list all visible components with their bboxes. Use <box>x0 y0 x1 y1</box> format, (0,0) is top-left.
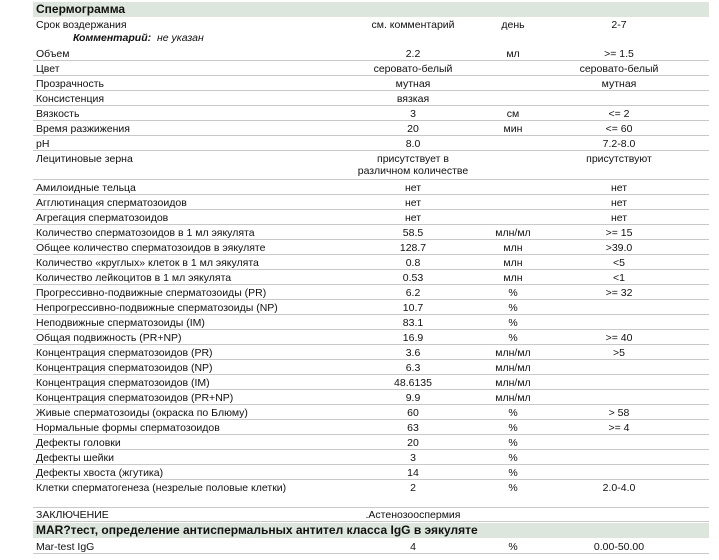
row-name: Объем <box>36 48 70 60</box>
row-value: 3 <box>410 452 416 464</box>
row-value: 83.1 <box>402 317 424 329</box>
row-value: присутствует в различном количестве <box>357 153 469 177</box>
row-unit: млн <box>503 272 523 284</box>
table-row <box>33 136 709 151</box>
row-name: Неподвижные сперматозоиды (IM) <box>36 317 205 329</box>
row-name: Время разжижения <box>36 123 130 135</box>
table-row <box>33 345 709 360</box>
row-unit: млн <box>503 257 523 269</box>
row-name: Вязкость <box>36 108 80 120</box>
row-name: Агрегация сперматозоидов <box>36 212 169 224</box>
row-value: 6.2 <box>405 287 421 299</box>
row-name: Клетки сперматогенеза (незрелые половые клетки) <box>36 482 287 494</box>
row-value: 16.9 <box>402 332 424 344</box>
table-row <box>33 420 709 435</box>
comment-text: не указан <box>157 32 204 44</box>
row-unit: % <box>508 422 518 434</box>
row-unit: мин <box>503 123 523 135</box>
row-value: 0.8 <box>405 257 421 269</box>
row-unit: млн/мл <box>495 392 531 404</box>
table-row <box>33 106 709 121</box>
row-ref: 0.00-50.00 <box>593 541 645 553</box>
row-value: 6.3 <box>405 362 421 374</box>
row-ref: >= 32 <box>605 287 633 299</box>
table-row <box>33 300 709 315</box>
table-row <box>33 121 709 136</box>
row-value: 4 <box>410 541 416 553</box>
row-value: 58.5 <box>402 227 424 239</box>
table-row <box>33 76 709 91</box>
row-name: Срок воздержания <box>36 19 127 31</box>
row-name: Дефекты хвоста (жгутика) <box>36 467 164 479</box>
row-value: 63 <box>407 422 419 434</box>
table-row <box>33 450 709 465</box>
row-name: Концентрация сперматозоидов (IM) <box>36 377 210 389</box>
table-row <box>33 435 709 450</box>
row-value: нет <box>404 197 422 209</box>
row-ref: >= 40 <box>605 332 633 344</box>
row-unit: % <box>508 467 518 479</box>
table-row <box>33 315 709 330</box>
row-value: см. комментарий <box>371 19 455 31</box>
row-unit: % <box>508 302 518 314</box>
section-header-mar-test: MAR?тест, определение антиспермальных антител класса IgG в эякуляте <box>33 523 709 538</box>
table-row <box>33 390 709 405</box>
row-unit: мл <box>506 48 520 60</box>
row-name: Агглютинация сперматозоидов <box>36 197 187 209</box>
table-row <box>33 210 709 225</box>
row-name: pH <box>36 138 50 150</box>
row-unit: см <box>506 108 520 120</box>
table-row <box>33 480 709 508</box>
row-ref: <= 60 <box>605 123 633 135</box>
row-name: Концентрация сперматозоидов (PR+NP) <box>36 392 234 404</box>
table-row <box>33 46 709 61</box>
row-unit: % <box>508 452 518 464</box>
row-name: Непрогрессивно-подвижные сперматозоиды (NP) <box>36 302 278 314</box>
table-row <box>33 61 709 76</box>
row-ref: >= 4 <box>608 422 630 434</box>
row-ref: >= 1.5 <box>604 48 634 60</box>
conclusion-value: .Астенозооспермия <box>365 509 461 521</box>
row-name: Концентрация сперматозоидов (PR) <box>36 347 213 359</box>
row-ref: >5 <box>613 347 625 359</box>
row-value: 20 <box>407 123 419 135</box>
row-ref: >39.0 <box>605 242 633 254</box>
row-ref: > 58 <box>608 407 630 419</box>
row-unit: млн/мл <box>495 362 531 374</box>
row-unit: % <box>508 437 518 449</box>
table-row <box>33 225 709 240</box>
row-ref: 2.0-4.0 <box>602 482 636 494</box>
section-header-spermogram: Спермограмма <box>33 2 709 17</box>
row-name: Количество «круглых» клеток в 1 мл эякулята <box>36 257 259 269</box>
table-row <box>33 240 709 255</box>
comment-label: Комментарий: <box>73 32 152 44</box>
row-value: 9.9 <box>405 392 421 404</box>
row-value: 3 <box>410 108 416 120</box>
row-name: Количество лейкоцитов в 1 мл эякулята <box>36 272 232 284</box>
row-value: 8.0 <box>405 138 421 150</box>
table-row <box>33 360 709 375</box>
row-unit: млн/мл <box>495 377 531 389</box>
comment-row <box>33 31 709 45</box>
table-row <box>33 465 709 480</box>
row-value: нет <box>404 182 422 194</box>
row-value: нет <box>404 212 422 224</box>
table-row <box>33 255 709 270</box>
row-name: Цвет <box>36 63 60 75</box>
table-row <box>33 375 709 390</box>
row-name: Нормальные формы сперматозоидов <box>36 422 220 434</box>
row-value: 3.6 <box>405 347 421 359</box>
row-value: 2.2 <box>405 48 421 60</box>
row-ref: нет <box>610 197 628 209</box>
row-name: Амилоидные тельца <box>36 182 136 194</box>
table-row <box>33 539 709 554</box>
row-value: 0.53 <box>402 272 424 284</box>
row-name: Живые сперматозоиды (окраска по Блюму) <box>36 407 248 419</box>
table-row <box>33 151 709 180</box>
row-value: 14 <box>407 467 419 479</box>
row-unit: млн <box>503 242 523 254</box>
row-value: 48.6135 <box>394 377 432 389</box>
row-ref: <1 <box>613 272 625 284</box>
row-name: Прогрессивно-подвижные сперматозоиды (PR) <box>36 287 267 299</box>
row-ref: 7.2-8.0 <box>602 138 636 150</box>
row-ref: мутная <box>601 78 637 90</box>
table-row <box>33 330 709 345</box>
row-unit: % <box>508 317 518 329</box>
row-name: Mar-test IgG <box>36 541 95 553</box>
row-ref: нет <box>610 182 628 194</box>
row-unit: % <box>508 287 518 299</box>
row-name: Консистенция <box>36 93 105 105</box>
row-value: 20 <box>407 437 419 449</box>
row-ref: <5 <box>613 257 625 269</box>
row-unit: % <box>508 482 518 494</box>
row-ref: >= 15 <box>605 227 633 239</box>
row-ref: нет <box>610 212 628 224</box>
row-name: Лецитиновые зерна <box>36 153 133 165</box>
conclusion-label: ЗАКЛЮЧЕНИЕ <box>36 509 109 521</box>
row-name: Общее количество сперматозоидов в эякуляте <box>36 242 266 254</box>
row-ref: серовато-белый <box>579 63 659 75</box>
row-unit: % <box>508 332 518 344</box>
row-ref: присутствуют <box>586 153 652 165</box>
row-name: Прозрачность <box>36 78 105 90</box>
row-unit: день <box>501 19 525 31</box>
row-value: серовато-белый <box>373 63 453 75</box>
row-name: Количество сперматозоидов в 1 мл эякулята <box>36 227 255 239</box>
table-row <box>33 91 709 106</box>
row-value: мутная <box>395 78 431 90</box>
table-row <box>33 285 709 300</box>
row-unit: млн/мл <box>495 347 531 359</box>
row-ref: 2-7 <box>611 19 627 31</box>
table-row <box>33 405 709 420</box>
row-value: 2 <box>410 482 416 494</box>
table-row <box>33 17 709 30</box>
row-unit: % <box>508 541 518 553</box>
row-value: 10.7 <box>402 302 424 314</box>
row-name: Дефекты шейки <box>36 452 115 464</box>
row-value: 60 <box>407 407 419 419</box>
row-name: Дефекты головки <box>36 437 121 449</box>
row-name: Концентрация сперматозоидов (NP) <box>36 362 213 374</box>
row-ref: <= 2 <box>608 108 630 120</box>
table-row <box>33 508 709 522</box>
table-row <box>33 270 709 285</box>
row-value: 128.7 <box>399 242 427 254</box>
row-value: вязкая <box>396 93 430 105</box>
row-unit: % <box>508 407 518 419</box>
table-row <box>33 180 709 195</box>
table-row <box>33 195 709 210</box>
row-unit: млн/мл <box>495 227 531 239</box>
row-name: Общая подвижность (PR+NP) <box>36 332 182 344</box>
